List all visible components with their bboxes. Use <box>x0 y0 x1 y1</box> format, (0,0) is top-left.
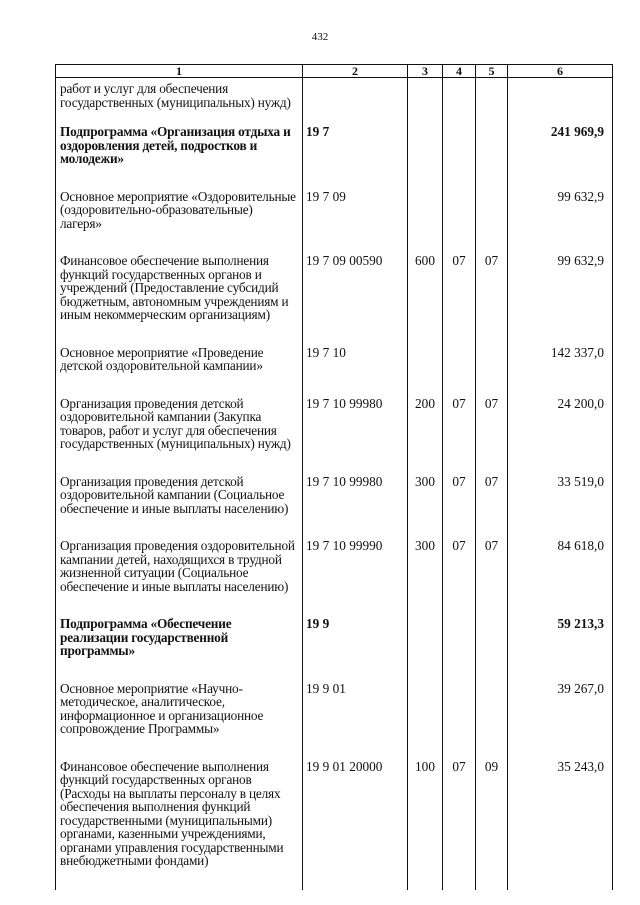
row-code: 19 7 09 00590 <box>303 230 408 322</box>
row-code: 19 7 10 99980 <box>303 451 408 516</box>
table-row <box>56 515 613 593</box>
row-pr: 09 <box>476 736 508 890</box>
table-row <box>56 109 613 166</box>
row-rz: 07 <box>443 515 476 593</box>
row-vr: 600 <box>408 230 443 322</box>
page-number: 432 <box>311 31 329 43</box>
row-vr: 300 <box>408 515 443 593</box>
header-col-4: 4 <box>443 65 476 78</box>
row-pr: 07 <box>476 451 508 516</box>
row-vr: 200 <box>408 373 443 451</box>
header-col-3: 3 <box>408 65 443 78</box>
row-vr <box>408 166 443 231</box>
row-name: Подпрограмма «Обеспечение реализации государственной программы» <box>56 593 303 658</box>
row-vr <box>408 322 443 373</box>
row-code: 19 7 10 99980 <box>303 373 408 451</box>
row-sum: 241 969,9 <box>508 109 613 166</box>
header-col-6: 6 <box>508 65 613 78</box>
table-row <box>56 593 613 658</box>
row-rz <box>443 78 476 110</box>
header-col-1: 1 <box>56 65 303 78</box>
row-pr: 07 <box>476 515 508 593</box>
row-sum: 84 618,0 <box>508 515 613 593</box>
row-sum: 39 267,0 <box>508 658 613 736</box>
row-pr <box>476 658 508 736</box>
row-rz <box>443 109 476 166</box>
row-sum: 35 243,0 <box>508 736 613 890</box>
budget-table <box>55 64 613 890</box>
row-vr <box>408 593 443 658</box>
row-code: 19 7 <box>303 109 408 166</box>
row-sum: 142 337,0 <box>508 322 613 373</box>
row-vr: 300 <box>408 451 443 516</box>
table-row <box>56 322 613 373</box>
row-sum: 24 200,0 <box>508 373 613 451</box>
table-row <box>56 736 613 890</box>
row-name: Основное мероприятие «Проведение детской оздоровительной кампании» <box>56 322 303 373</box>
header-col-5: 5 <box>476 65 508 78</box>
table-row <box>56 230 613 322</box>
row-sum: 59 213,3 <box>508 593 613 658</box>
row-rz: 07 <box>443 373 476 451</box>
row-code: 19 7 09 <box>303 166 408 231</box>
header-col-2: 2 <box>303 65 408 78</box>
table-row <box>56 166 613 231</box>
row-name: Подпрограмма «Организация отдыха и оздоровления детей, подростков и молодежи» <box>56 109 303 166</box>
row-rz <box>443 166 476 231</box>
row-rz: 07 <box>443 736 476 890</box>
table-row <box>56 78 613 110</box>
row-rz <box>443 658 476 736</box>
row-rz <box>443 322 476 373</box>
row-pr: 07 <box>476 373 508 451</box>
row-vr <box>408 658 443 736</box>
header-row <box>56 65 613 78</box>
row-sum: 99 632,9 <box>508 166 613 231</box>
row-name: Организация проведения детской оздоровительной кампании (Социальное обеспечение и иные выплаты населению) <box>56 451 303 516</box>
row-name: Основное мероприятие «Оздоровительные (оздоровительно-образовательные) лагеря» <box>56 166 303 231</box>
row-rz: 07 <box>443 230 476 322</box>
row-code: 19 9 01 <box>303 658 408 736</box>
row-code: 19 9 <box>303 593 408 658</box>
row-name: Организация проведения оздоровительной кампании детей, находящихся в трудной жизненной ситуации (Социальное обеспечение и иные выплаты населению) <box>56 515 303 593</box>
table-row <box>56 658 613 736</box>
row-name: Финансовое обеспечение выполнения функций государственных органов и учреждений (Предоставление субсидий бюджетным, автономным учреждениям и иным некоммерческим организациям) <box>56 230 303 322</box>
row-name: Финансовое обеспечение выполнения функций государственных органов (Расходы на выплаты персоналу в целях обеспечения выполнения функций государственными (муниципальными) органами, казенными учреждениями, органами управления государственными внебюджетными фондами) <box>56 736 303 890</box>
row-pr <box>476 166 508 231</box>
row-sum: 99 632,9 <box>508 230 613 322</box>
row-rz: 07 <box>443 451 476 516</box>
row-code <box>303 78 408 110</box>
row-pr <box>476 78 508 110</box>
row-sum <box>508 78 613 110</box>
table-row <box>56 451 613 516</box>
row-vr <box>408 78 443 110</box>
row-code: 19 7 10 99990 <box>303 515 408 593</box>
row-sum: 33 519,0 <box>508 451 613 516</box>
row-pr <box>476 109 508 166</box>
table-row <box>56 373 613 451</box>
row-name: работ и услуг для обеспечения государственных (муниципальных) нужд) <box>56 78 303 110</box>
row-pr <box>476 322 508 373</box>
row-rz <box>443 593 476 658</box>
row-name: Организация проведения детской оздоровительной кампании (Закупка товаров, работ и услуг для обеспечения государственных (муниципальных) нужд) <box>56 373 303 451</box>
row-pr: 07 <box>476 230 508 322</box>
row-vr: 100 <box>408 736 443 890</box>
row-vr <box>408 109 443 166</box>
row-code: 19 9 01 20000 <box>303 736 408 890</box>
row-pr <box>476 593 508 658</box>
row-name: Основное мероприятие «Научно-методическое, аналитическое, информационное и организационное сопровождение Программы» <box>56 658 303 736</box>
row-code: 19 7 10 <box>303 322 408 373</box>
